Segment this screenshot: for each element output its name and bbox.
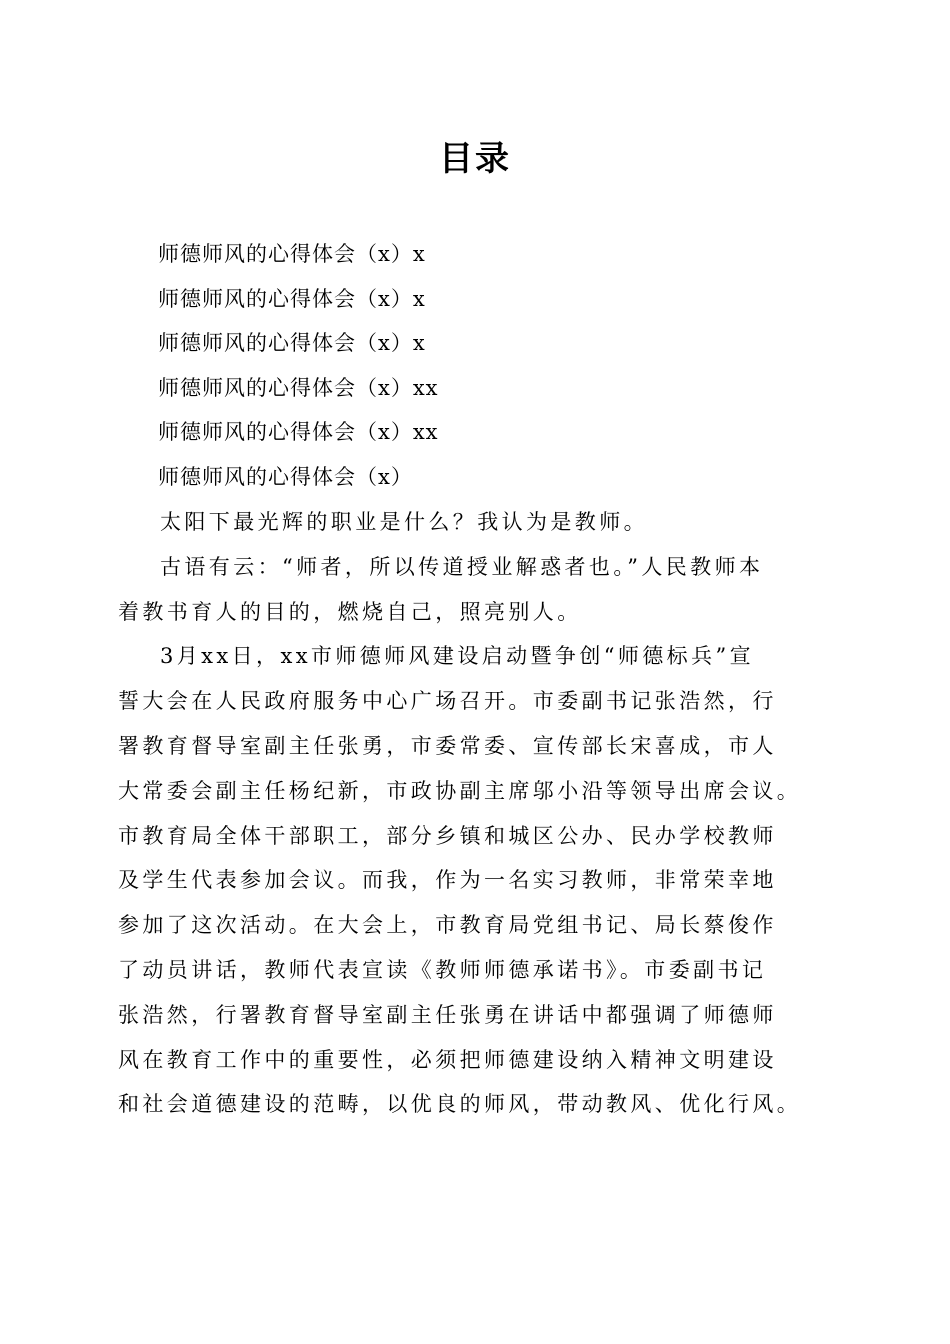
document-body bbox=[118, 500, 840, 1127]
text-line: 风在教育工作中的重要性，必须把师德建设纳入精神文明建设 bbox=[118, 1047, 777, 1072]
text-line: 署教育督导室副主任张勇，市委常委、宣传部长宋喜成，市人 bbox=[118, 733, 777, 758]
text-line: 着教书育人的目的，燃烧自己，照亮别人。 bbox=[118, 599, 582, 624]
paragraph-intro bbox=[118, 500, 840, 545]
text-line: 和社会道德建设的范畴，以优良的师风，带动教风、优化行风。 bbox=[118, 1092, 802, 1117]
toc-item[interactable]: 师德师风的心得体会（x） bbox=[158, 464, 413, 489]
toc-item[interactable]: 师德师风的心得体会（x）x bbox=[158, 286, 426, 311]
text-line: 古语有云：“师者，所以传道授业解惑者也。”人民教师本 bbox=[160, 554, 764, 579]
text-line: 了动员讲话，教师代表宣读《教师师德承诺书》。市委副书记 bbox=[118, 957, 767, 982]
toc-item[interactable]: 师德师风的心得体会（x）xx bbox=[158, 375, 439, 400]
page-title: 目录 bbox=[439, 139, 511, 179]
table-of-contents bbox=[158, 232, 858, 499]
text-line: 大常委会副主任杨纪新，市政协副主席邬小沿等领导出席会议。 bbox=[118, 778, 802, 803]
text-line: 及学生代表参加会议。而我，作为一名实习教师，非常荣幸地 bbox=[118, 868, 777, 893]
text-line: 参加了这次活动。在大会上，市教育局党组书记、局长蔡俊作 bbox=[118, 913, 777, 938]
paragraph-event bbox=[118, 634, 840, 1127]
text-line: 3月xx日，xx市师德师风建设启动暨争创“师德标兵”宣 bbox=[160, 644, 755, 669]
toc-item[interactable]: 师德师风的心得体会（x）x bbox=[158, 331, 426, 355]
text-line: 市教育局全体干部职工，部分乡镇和城区公办、民办学校教师 bbox=[118, 823, 777, 848]
text-line: 张浩然，行署教育督导室副主任张勇在讲话中都强调了师德师 bbox=[118, 1002, 777, 1027]
text-line: 誓大会在人民政府服务中心广场召开。市委副书记张浩然，行 bbox=[118, 689, 777, 714]
paragraph-quote bbox=[118, 545, 840, 635]
text-line: 太阳下最光辉的职业是什么？我认为是教师。 bbox=[160, 510, 648, 534]
toc-item[interactable]: 师德师风的心得体会（x）xx bbox=[158, 420, 439, 444]
toc-item[interactable]: 师德师风的心得体会（x）x bbox=[158, 242, 426, 266]
